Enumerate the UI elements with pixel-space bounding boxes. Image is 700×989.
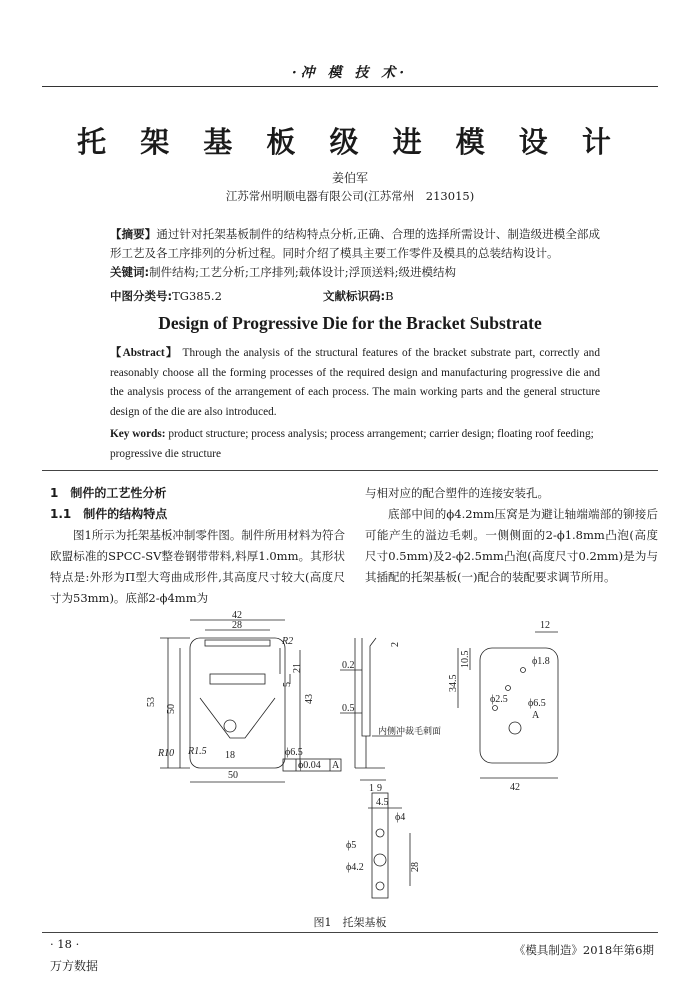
- inner-burr-label: 内侧冲裁毛刺面: [378, 726, 442, 736]
- section-header: ·冲 模 技 术·: [291, 65, 409, 81]
- side-view-profile: [362, 638, 376, 736]
- affiliation: 江苏常州明顺电器有限公司(江苏常州 213015): [225, 189, 475, 203]
- section-1-heading: 1 制件的工艺性分析: [50, 486, 167, 500]
- dim-bottom-50: 50: [228, 770, 238, 781]
- dim-28: 28: [232, 620, 242, 631]
- header-rule: [42, 86, 658, 87]
- front-view-top-flange: [205, 640, 270, 646]
- bottom-hole-center: [374, 854, 386, 866]
- front-view-slot: [210, 674, 265, 684]
- figure-caption: 图1 托架基板: [313, 916, 387, 929]
- keywords-cn-text: 制件结构;工艺分析;工序排列;载体设计;浮顶送料;级进模结构: [149, 265, 456, 279]
- bump-1-8b: [506, 686, 511, 691]
- abstract-cn: [110, 225, 600, 282]
- dim-28b: 28: [410, 862, 421, 872]
- dim-side-9: 9: [377, 783, 382, 794]
- abstract-en-label: 【Abstract】: [110, 347, 179, 359]
- journal-info: 《模具制造》2018年第6期: [513, 943, 654, 957]
- dim-r10: R10: [158, 748, 175, 759]
- dim-43: 43: [304, 694, 315, 704]
- abstract-en: [110, 344, 600, 422]
- dim-side-05: 0.5: [342, 703, 355, 714]
- doc-code-label: 文献标识码:: [323, 289, 386, 303]
- abstract-cn-text: 通过针对托架基板制件的结构特点分析,正确、合理的选择所需设计、制造级进模全部成形工艺及各工序排列的分析过程。同时介绍了模具主要工作零件及模具的总装结构设计。: [110, 227, 601, 260]
- classification-value: TG385.2: [172, 289, 222, 303]
- dim-bottom-42: 42: [510, 782, 520, 793]
- watermark: 万方数据: [50, 959, 99, 973]
- body-paragraph-3: 底部中间的ϕ4.2mm压窝是为避让轴端端部的铆接后可能产生的溢边毛刺。一侧侧面的2-ϕ1.8mm凸泡(高度尺寸0.5mm)及2-ϕ2.5mm凸泡(高度尺寸0.2mm)是为与其插配的托架基板(一)配合的装配要求调节所用。: [365, 507, 658, 584]
- dim-phi42: ϕ4.2: [346, 862, 364, 873]
- dim-phi18: ϕ1.8: [532, 656, 550, 667]
- dim-45: 4.5: [376, 797, 389, 808]
- dim-345: 34.5: [448, 674, 459, 692]
- dim-53: 53: [146, 697, 157, 707]
- dim-5: 5: [282, 682, 293, 687]
- section-1-1-heading: 1.1 制件的结构特点: [50, 507, 168, 521]
- paper-title: 托 架 基 板 级 进 模 设 计: [77, 125, 623, 159]
- footer-rule: [42, 932, 658, 933]
- dim-42: 42: [232, 610, 242, 621]
- dim-18: 18: [225, 750, 235, 761]
- abstract-rule: [42, 470, 658, 471]
- dim-phi25: ϕ2.5: [490, 694, 508, 705]
- right-view-hole: [509, 722, 521, 734]
- keywords-en-text: product structure; process analysis; process arrangement; carrier design; floating roof feeding; progressive die structure: [110, 428, 594, 460]
- abstract-cn-label: 【摘要】: [110, 227, 157, 241]
- author: 姜伯军: [331, 171, 368, 185]
- bottom-hole-1: [376, 829, 384, 837]
- page-number: · 18 ·: [50, 937, 80, 951]
- keywords-cn-label: 关键词:: [110, 265, 150, 279]
- dim-50: 50: [166, 704, 177, 714]
- body-paragraph-1: 图1所示为托架基板冲制零件图。制件所用材料为符合欧盟标准的SPCC-SV整卷钢带带料,料厚1.0mm。其形状特点是:外形为Π型大弯曲成形件,其高度尺寸较大(高度尺寸为53mm)。底部2-ϕ4mm为: [50, 528, 345, 605]
- tol-phi004: ϕ0.04: [298, 760, 321, 771]
- dim-12: 12: [540, 620, 550, 631]
- doc-code-value: B: [385, 289, 394, 303]
- abstract-en-text: Through the analysis of the structural features of the bracket substrate part, correctly and reasonably choose all the forming processes of the required design and manufacturing progressive die and the analysis process of the arrangement of each process. The main working parts and the general structure design of the die are also introduced.: [110, 347, 600, 418]
- dim-side-02: 0.2: [342, 660, 355, 671]
- left-column: [50, 483, 345, 609]
- figure-1-drawing: [140, 608, 560, 913]
- dim-side-2: 2: [390, 642, 401, 647]
- dim-105: 10.5: [460, 650, 471, 668]
- dim-side-1: 1: [369, 783, 374, 794]
- dim-phi5: ϕ5: [346, 840, 357, 851]
- keywords-en-label: Key words:: [110, 428, 166, 440]
- dim-phi4: ϕ4: [395, 812, 406, 823]
- front-view-bend-lines: [200, 698, 275, 738]
- front-view-hole: [224, 720, 236, 732]
- dim-phi65b: ϕ6.5: [528, 698, 546, 709]
- bottom-hole-2: [376, 882, 384, 890]
- dim-r15: R1.5: [188, 746, 207, 757]
- classification-label: 中图分类号:: [110, 289, 173, 303]
- dim-r2: R2: [282, 636, 294, 647]
- english-title: Design of Progressive Die for the Bracket Substrate: [158, 313, 542, 333]
- body-paragraph-2: 与相对应的配合塑件的连接安装孔。: [365, 486, 549, 500]
- right-column: [365, 483, 658, 588]
- classification-row: [110, 288, 600, 304]
- bump-1-8: [521, 668, 526, 673]
- bump-2-5: [493, 706, 498, 711]
- keywords-en: [110, 425, 600, 464]
- dim-phi65: ϕ6.5: [285, 747, 303, 758]
- dim-21: 21: [292, 663, 303, 673]
- datum-a-right: A: [532, 710, 540, 721]
- tol-datum: A: [332, 760, 340, 771]
